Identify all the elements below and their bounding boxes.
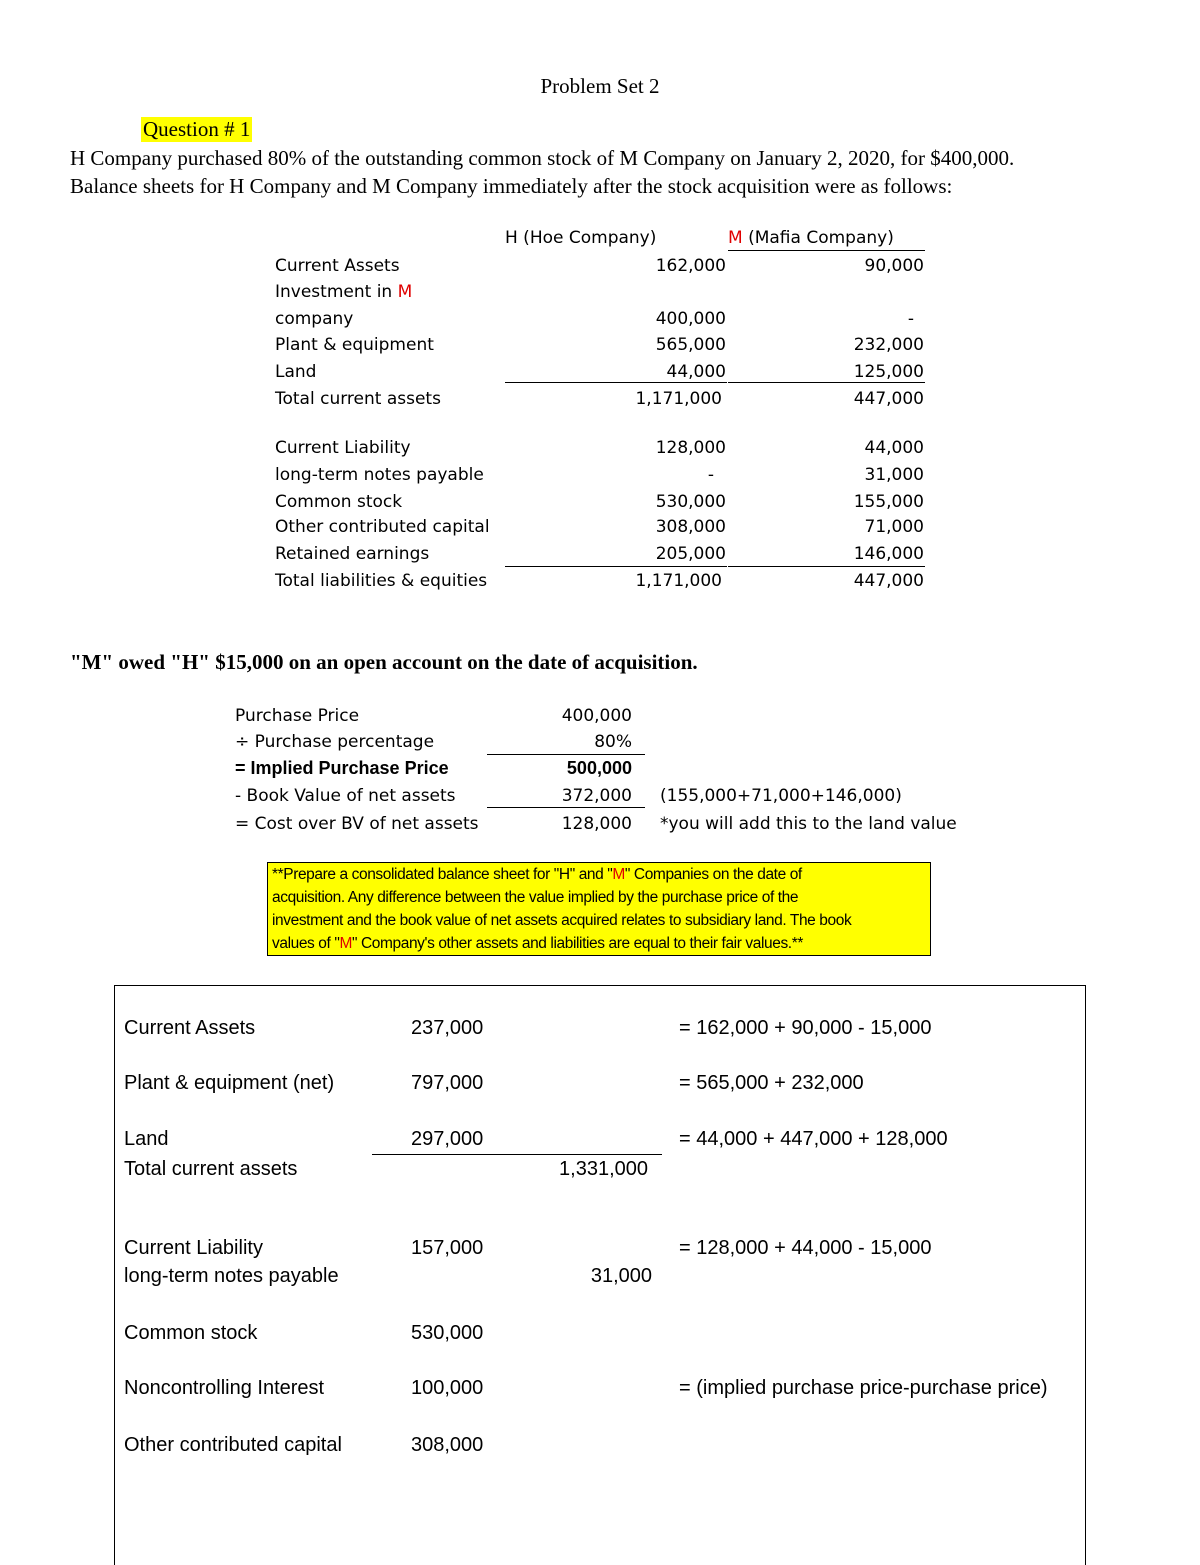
sol-total: 31,000 <box>590 1265 652 1287</box>
intro-line-2: Balance sheets for H Company and M Company immediately after the stock acquisition were as follows: <box>70 174 953 198</box>
sol-label: long-term notes payable <box>124 1265 339 1287</box>
sol-label: Other contributed capital <box>124 1434 342 1456</box>
calc-underline-2 <box>487 807 645 808</box>
note-line-2: acquisition. Any difference between the value implied by the purchase price of the <box>272 889 799 906</box>
investment-label-text: Investment in <box>275 282 398 302</box>
bs-m-value: 155,000 <box>853 492 924 512</box>
note-line-4 <box>272 932 926 955</box>
sol-formula: = 162,000 + 90,000 - 15,000 <box>679 1017 932 1039</box>
note-line-3: investment and the book value of net assets acquired relates to subsidiary land. The book <box>272 912 852 929</box>
bs-row-label: Land <box>275 362 317 382</box>
bs-h-value: - <box>707 465 714 485</box>
total-line-m <box>728 566 925 567</box>
sol-formula: = 128,000 + 44,000 - 15,000 <box>679 1237 932 1259</box>
bs-row-label: Total liabilities & equities <box>275 571 488 591</box>
sol-amount: 297,000 <box>411 1128 484 1150</box>
bs-m-value: 90,000 <box>864 256 924 276</box>
question-label: Question # 1 <box>143 117 251 141</box>
bs-h-value: 400,000 <box>655 309 726 329</box>
calc-label-implied: = Implied Purchase Price <box>235 758 449 778</box>
calc-note: *you will add this to the land value <box>660 814 957 834</box>
sol-label: Noncontrolling Interest <box>124 1377 325 1399</box>
sol-label: Land <box>124 1128 169 1150</box>
investment-label-m: M <box>397 282 413 302</box>
note-text: " Companies on the date of <box>624 866 802 883</box>
total-line-h <box>505 566 727 567</box>
bs-row-label: Retained earnings <box>275 544 430 564</box>
calc-label: - Book Value of net assets <box>235 786 456 806</box>
sol-formula: = 44,000 + 447,000 + 128,000 <box>679 1128 948 1150</box>
bs-row-label: Current Assets <box>275 256 400 276</box>
subtotal-line-h <box>505 382 727 383</box>
note-line-1 <box>272 863 926 886</box>
col-header-m-letter: M <box>728 228 743 248</box>
bs-m-value: 31,000 <box>864 465 924 485</box>
calc-value: 80% <box>594 732 632 752</box>
sol-amount: 530,000 <box>411 1322 484 1344</box>
bs-row-label: Common stock <box>275 492 403 512</box>
bs-h-value: 1,171,000 <box>635 571 722 591</box>
instruction-note <box>267 862 931 956</box>
note-text: " Company's other assets and liabilities are equal to their fair values.** <box>351 935 803 952</box>
bs-m-value: 146,000 <box>853 544 924 564</box>
col-header-m-rest: (Mafia Company) <box>742 228 894 248</box>
bs-row-label: long-term notes payable <box>275 465 484 485</box>
note-m: M <box>612 866 625 883</box>
bs-h-value: 205,000 <box>655 544 726 564</box>
bs-h-value: 44,000 <box>666 362 726 382</box>
bs-row-label: Current Liability <box>275 438 411 458</box>
bs-m-value: 447,000 <box>853 571 924 591</box>
note-text: **Prepare a consolidated balance sheet for "H" and " <box>272 866 613 883</box>
bs-row-label: Plant & equipment <box>275 335 434 355</box>
sol-amount: 100,000 <box>411 1377 484 1399</box>
sol-label: Current Assets <box>124 1017 256 1039</box>
bs-m-value: 125,000 <box>853 362 924 382</box>
sol-amount: 797,000 <box>411 1072 484 1094</box>
calc-underline-1 <box>487 754 645 755</box>
bs-h-value: 308,000 <box>655 517 726 537</box>
bs-m-value: 71,000 <box>864 517 924 537</box>
sol-formula: = 565,000 + 232,000 <box>679 1072 864 1094</box>
bs-row-label: Other contributed capital <box>275 517 490 537</box>
sol-amount: 237,000 <box>411 1017 484 1039</box>
owed-statement: "M" owed "H" $15,000 on an open account on the date of acquisition. <box>70 650 698 674</box>
calc-note: (155,000+71,000+146,000) <box>660 786 902 806</box>
sol-amount: 308,000 <box>411 1434 484 1456</box>
header-underline <box>728 250 925 251</box>
bs-m-value: 44,000 <box>864 438 924 458</box>
bs-h-value: 565,000 <box>655 335 726 355</box>
note-text: values of " <box>272 935 340 952</box>
page-title: Problem Set 2 <box>540 74 660 98</box>
bs-m-value: 232,000 <box>853 335 924 355</box>
sol-label: Common stock <box>124 1322 258 1344</box>
col-header-h: H (Hoe Company) <box>505 228 657 248</box>
calc-value-implied: 500,000 <box>566 758 632 778</box>
sol-total: 1,331,000 <box>559 1158 648 1180</box>
bs-row-label-company: company <box>275 309 354 329</box>
bs-h-value: 162,000 <box>655 256 726 276</box>
bs-h-value: 530,000 <box>655 492 726 512</box>
sol-label: Current Liability <box>124 1237 263 1259</box>
calc-value: 400,000 <box>561 706 632 726</box>
bs-h-value: 128,000 <box>655 438 726 458</box>
calc-label: = Cost over BV of net assets <box>235 814 479 834</box>
bs-m-value: - <box>907 309 914 329</box>
sol-subtotal-line <box>372 1154 662 1155</box>
sol-label: Total current assets <box>124 1158 298 1180</box>
note-m: M <box>339 935 352 952</box>
sol-amount: 157,000 <box>411 1237 484 1259</box>
intro-line-1: H Company purchased 80% of the outstanding common stock of M Company on January 2, 2020, for $400,000. <box>70 146 1015 170</box>
calc-value: 128,000 <box>561 814 632 834</box>
col-header-m <box>728 228 894 248</box>
bs-row-label: Total current assets <box>275 389 441 409</box>
sol-formula: = (implied purchase price-purchase price) <box>679 1377 1048 1399</box>
bs-m-value: 447,000 <box>853 389 924 409</box>
sol-label: Plant & equipment (net) <box>124 1072 335 1094</box>
bs-h-value: 1,171,000 <box>635 389 722 409</box>
calc-value: 372,000 <box>561 786 632 806</box>
calc-label: Purchase Price <box>235 706 360 726</box>
calc-label: ÷ Purchase percentage <box>235 732 435 752</box>
bs-row-label-investment <box>275 282 412 302</box>
subtotal-line-m <box>728 382 925 383</box>
